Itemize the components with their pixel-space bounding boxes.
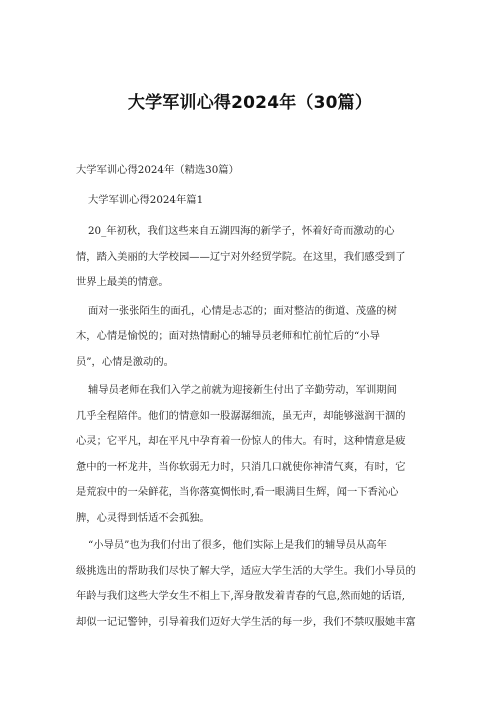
paragraph-line: 世界上最美的情意。 [76, 276, 169, 288]
paragraph-line: 是荒寂中的一朵鲜花，当你落寞惆怅时,看一眼满目生辉，闻一下香沁心 [76, 486, 399, 498]
document-title: 大学军训心得2024年（30篇） [127, 93, 373, 113]
paragraph-2 [76, 299, 424, 376]
paragraph-line: 级挑选出的帮助我们尽快了解大学，适应大学生活的大学生。我们小导员的 [76, 564, 416, 577]
paragraph-line: 年龄与我们这些大学女生不相上下,浑身散发着青春的气息,然而她的话语, [76, 590, 406, 602]
paragraph-line: 心灵；它平凡，却在平凡中孕育着一份惊人的伟大。有时，这种情意是疲 [76, 435, 406, 447]
paragraph-line: 面对一张张陌生的面孔，心情是忐忑的；面对整洁的街道、茂盛的树 [88, 304, 397, 317]
document-body [76, 163, 424, 635]
paragraph-1 [76, 219, 424, 296]
paragraph-line: 却似一记记警钟，引导着我们迈好大学生活的每一步，我们不禁叹服她丰富 [76, 615, 416, 628]
paragraph-line: “小导员”也为我们付出了很多，他们实际上是我们的辅导员从高年 [88, 539, 387, 551]
paragraph-line: 情，踏入美丽的大学校园——辽宁对外经贸学院。在这里，我们感受到了 [76, 250, 406, 263]
paragraph-line: 木，心情是愉悦的；面对热情耐心的辅导员老师和忙前忙后的“小导 [76, 330, 380, 342]
paragraph-line: 惫中的一杯龙井，当你软弱无力时，只消几口就使你神清气爽，有时，它 [76, 460, 406, 473]
paragraph-line: 脾，心灵得到恬适不会孤独。 [76, 511, 210, 524]
section-heading: 大学军训心得2024年篇1 [88, 194, 204, 206]
paragraph-3 [76, 378, 424, 531]
paragraph-line: 几乎全程陪伴。他们的情意如一股潺潺细流，虽无声，却能够滋润干涸的 [76, 409, 406, 422]
paragraph-line: 辅导员老师在我们入学之前就为迎接新生付出了辛勤劳动，军训期间 [88, 384, 397, 396]
paragraph-line: 员”，心情是激动的。 [76, 355, 174, 368]
document-subtitle: 大学军训心得2024年（精选30篇） [76, 164, 239, 176]
paragraph-4 [76, 533, 424, 635]
paragraph-line: 20_年初秋，我们这些来自五湖四海的新学子，怀着好奇而激动的心 [88, 225, 395, 237]
